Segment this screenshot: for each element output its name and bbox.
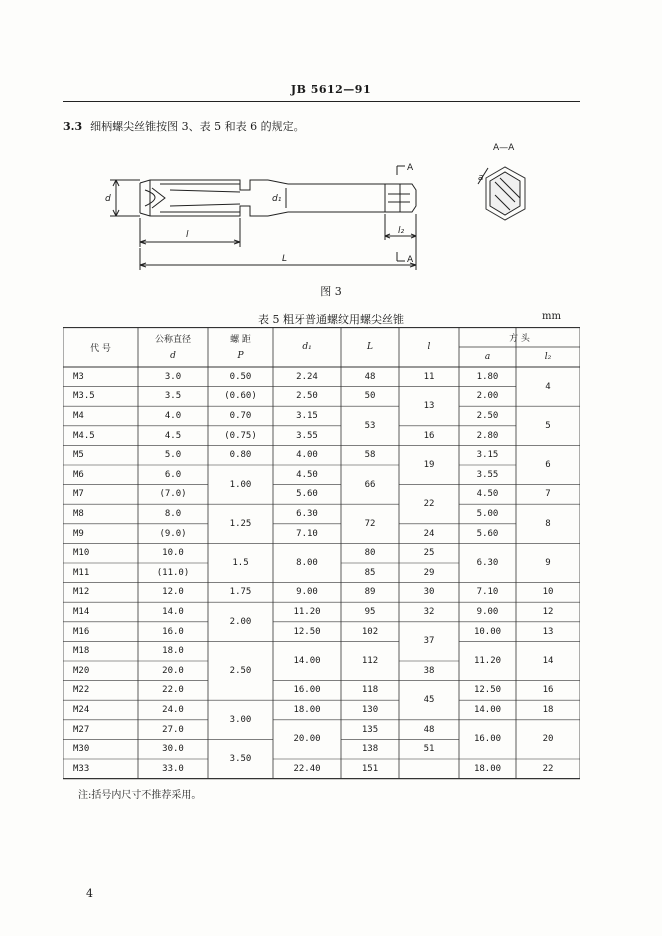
header-d1: d₁ [302,342,312,352]
cell-pitch: 2.00 [229,616,252,627]
cell-nominal: 3.5 [164,391,182,402]
cell-L: 58 [364,450,376,461]
cell-nominal: (7.0) [159,489,187,500]
cell-l2: 12 [542,606,554,617]
cell-l2: 6 [545,459,551,470]
cell-a: 4.50 [476,489,499,500]
cell-d1: 9.00 [296,587,318,598]
cell-nominal: 5.0 [164,450,182,461]
section-text: 细柄螺尖丝锥按图 3、表 5 和表 6 的规定。 [90,120,305,133]
cell-nominal: 27.0 [162,724,184,735]
cell-d1: 14.00 [293,655,321,666]
cell-nominal: 12.0 [162,587,184,598]
cell-d1: 5.60 [296,489,318,500]
cell-l2: 10 [542,587,554,598]
cell-code: M24 [73,704,90,715]
cell-pitch: 3.50 [229,753,252,764]
header-square: 方 头 [509,333,530,344]
table-title: 表 5 粗牙普通螺纹用螺尖丝锥 [258,313,404,326]
header-l2: l₂ [544,352,552,362]
header-nominal: 公称直径 [154,334,191,345]
cell-nominal: 14.0 [162,606,184,617]
cell-L: 151 [361,763,379,774]
page-number: 4 [86,887,93,900]
cell-l: 24 [423,528,435,539]
cell-l: 45 [423,695,435,706]
cell-a: 18.00 [473,763,502,774]
cell-nominal: 20.0 [162,665,184,676]
cell-code: M7 [73,489,84,500]
cell-d1: 6.30 [296,508,318,519]
cell-a: 11.20 [473,655,502,666]
header-a: a [484,352,491,362]
cell-code: M16 [73,626,90,637]
header-pitch: 螺 距 [230,334,251,345]
cell-L: 89 [364,587,376,598]
cell-pitch: 1.25 [229,518,252,529]
label-L: L [282,254,288,264]
cell-l2: 16 [542,685,554,696]
cell-l: 11 [423,371,435,382]
cell-L: 102 [361,626,379,637]
cell-code: M3.5 [73,391,95,402]
dimensions-table [63,327,580,780]
cell-nominal: 22.0 [162,685,184,696]
cell-l: 38 [423,665,435,676]
cell-a: 5.60 [476,528,499,539]
cell-pitch: 2.50 [229,665,252,676]
cell-L: 72 [364,518,376,529]
cell-pitch: 0.70 [229,410,252,421]
cell-L: 118 [361,685,379,696]
cell-l2: 9 [545,557,551,568]
cell-L: 85 [364,567,376,578]
cell-code: M10 [73,548,90,559]
cell-l: 13 [423,401,435,412]
cell-pitch: 1.75 [229,587,252,598]
cell-nominal: 30.0 [162,744,184,755]
header-nominal-symbol: d [170,351,176,361]
cell-nominal: (9.0) [159,528,187,539]
cell-code: M9 [73,528,84,539]
cell-a: 2.50 [476,410,499,421]
cell-nominal: 24.0 [162,704,184,715]
cell-a: 9.00 [476,606,499,617]
cell-d1: 2.24 [296,371,318,382]
cell-l: 22 [423,499,435,510]
label-l2: l₂ [398,226,405,236]
cell-l2: 4 [545,381,551,392]
cell-d1: 8.00 [296,557,318,568]
cell-code: M12 [73,587,90,598]
cell-l: 32 [423,606,435,617]
label-A-top: A [407,163,414,173]
cell-L: 80 [364,548,376,559]
cell-d1: 12.50 [293,626,321,637]
cell-pitch: (0.60) [224,391,257,402]
cell-code: M27 [73,724,90,735]
table-note: 注:括号内尺寸不推荐采用。 [78,790,202,801]
cell-pitch: 1.00 [229,479,252,490]
cell-nominal: 8.0 [164,508,182,519]
cell-a: 1.80 [476,371,499,382]
cell-d1: 4.00 [296,450,318,461]
header-pitch-symbol: P [237,351,244,361]
cell-a: 3.55 [476,469,499,480]
cell-code: M4 [73,410,84,421]
cell-pitch: 0.80 [229,450,252,461]
cell-nominal: 18.0 [162,646,184,657]
cell-l2: 5 [545,420,551,431]
cell-code: M14 [73,606,90,617]
cell-nominal: 16.0 [162,626,184,637]
cell-L: 130 [361,704,379,715]
cell-nominal: 10.0 [162,548,184,559]
cell-l: 16 [423,430,435,441]
label-a: a [478,173,484,183]
cell-l2: 18 [542,704,554,715]
cell-a: 16.00 [473,734,502,745]
cell-l: 51 [423,744,435,755]
table-unit: mm [542,311,561,322]
cell-l: 19 [423,459,435,470]
cell-a: 10.00 [473,626,502,637]
cell-nominal: (11.0) [156,567,190,578]
cell-L: 48 [364,371,376,382]
cell-L: 112 [361,655,379,666]
cell-a: 5.00 [476,508,499,519]
cell-d1: 22.40 [293,763,321,774]
header-l: l [427,342,431,352]
cell-d1: 3.55 [296,430,318,441]
cell-d1: 7.10 [296,528,318,539]
cell-a: 3.15 [476,450,499,461]
cell-nominal: 33.0 [162,763,184,774]
cell-d1: 20.00 [293,734,321,745]
cell-l2: 8 [545,518,551,529]
label-d1: d₁ [272,194,282,204]
cell-L: 53 [364,420,376,431]
cell-L: 138 [361,744,379,755]
cell-nominal: 4.0 [164,410,182,421]
tap-drawing [0,0,662,300]
cell-code: M4.5 [73,430,95,441]
section-view-title: A—A [493,143,515,153]
cell-d1: 3.15 [296,410,318,421]
cell-code: M22 [73,685,90,696]
label-A-bottom: A [407,255,414,265]
standard-header: JB 5612—91 [290,83,372,96]
cell-l2: 14 [542,655,554,666]
cell-d1: 4.50 [296,469,318,480]
cell-l: 37 [423,636,435,647]
cell-a: 6.30 [476,557,499,568]
cell-d1: 11.20 [293,606,321,617]
cell-code: M20 [73,665,90,676]
cell-L: 66 [364,479,376,490]
cell-code: M5 [73,450,84,461]
cell-nominal: 3.0 [164,371,182,382]
cell-l2: 20 [542,734,554,745]
cell-a: 2.80 [476,430,499,441]
cell-L: 50 [364,391,376,402]
cell-code: M30 [73,744,90,755]
cell-d1: 2.50 [296,391,318,402]
cell-l2: 22 [542,763,554,774]
cell-code: M33 [73,763,90,774]
cell-l2: 7 [545,489,551,500]
cell-code: M11 [73,567,90,578]
cell-L: 95 [364,606,376,617]
cell-a: 14.00 [473,704,502,715]
cell-d1: 16.00 [293,685,321,696]
cell-nominal: 4.5 [164,430,182,441]
cell-d1: 18.00 [293,704,321,715]
cell-l: 25 [423,548,435,559]
cell-pitch: 1.5 [232,557,249,568]
cell-code: M3 [73,371,84,382]
cell-nominal: 6.0 [164,469,182,480]
cell-L: 135 [361,724,379,735]
cell-code: M8 [73,508,84,519]
header-code: 代 号 [90,343,111,354]
cell-code: M6 [73,469,84,480]
cell-l: 48 [423,724,435,735]
cell-l: 30 [423,587,435,598]
cell-code: M18 [73,646,90,657]
cell-a: 12.50 [473,685,502,696]
cell-pitch: (0.75) [224,430,257,441]
cell-l: 29 [423,567,435,578]
header-L: L [367,342,373,352]
label-d: d [105,194,111,204]
cell-pitch: 0.50 [229,371,252,382]
cell-l2: 13 [542,626,554,637]
cell-pitch: 3.00 [229,714,252,725]
section-number: 3.3 [63,120,83,133]
label-l: l [186,230,189,240]
cell-a: 2.00 [476,391,499,402]
figure-caption: 图 3 [320,285,342,298]
cell-a: 7.10 [476,587,499,598]
